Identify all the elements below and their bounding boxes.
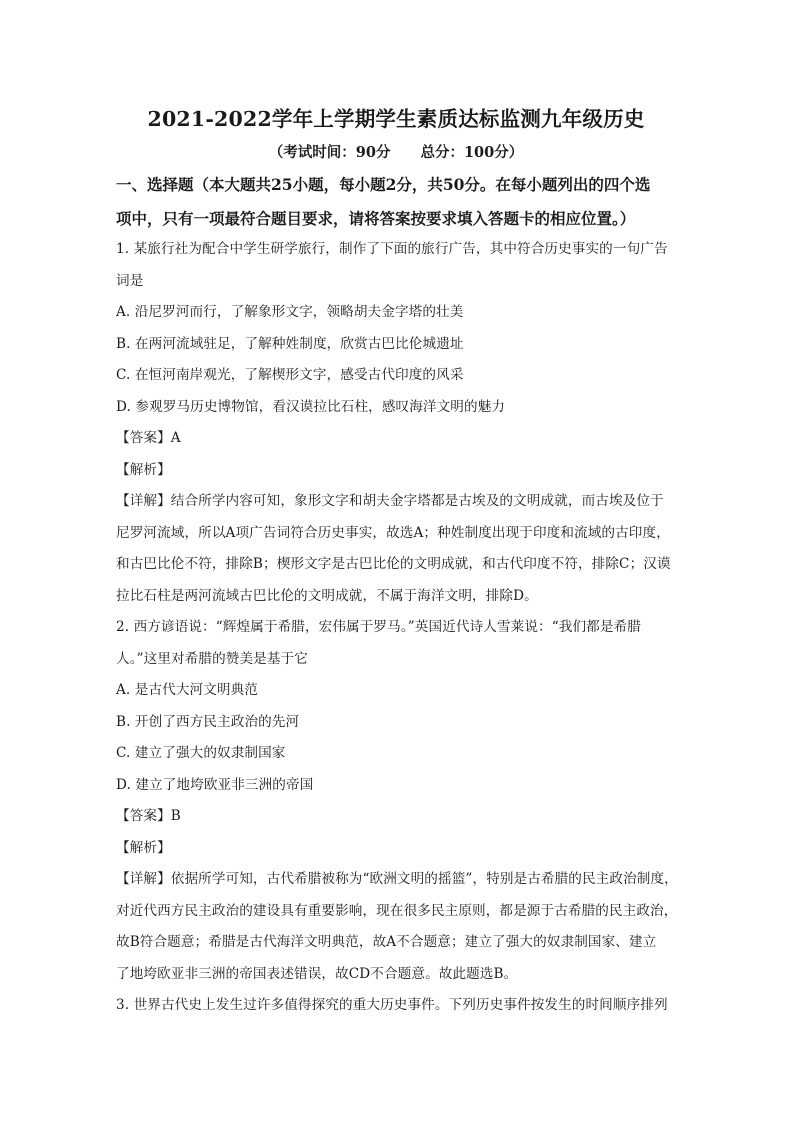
page-title: 2021-2022学年上学期学生素质达标监测九年级历史	[147, 107, 645, 131]
question-1-stem: 1. 某旅行社为配合中学生研学旅行，制作了下面的旅行广告，其中符合历史事实的一句广告	[116, 241, 668, 257]
exam-time: （考试时间：90分	[268, 144, 391, 161]
question-2-option-d: D. 建立了地垮欧亚非三洲的帝国	[116, 776, 314, 793]
question-2-stem: 2. 西方谚语说：“辉煌属于希腊，宏伟属于罗马。”英国近代诗人雪莱说：“我们都是希腊	[116, 619, 641, 635]
page-content	[116, 104, 676, 1022]
question-2-stem-cont: 人。”这里对希腊的赞美是基于它	[116, 650, 308, 667]
question-1-option-a: A. 沿尼罗河而行，了解象形文字，领略胡夫金字塔的壮美	[116, 304, 464, 320]
question-2-option-a: A. 是古代大河文明典范	[116, 682, 259, 698]
question-1-detail-line: 和古巴比伦不符，排除B；楔形文字是古巴比伦的文明成就，和古代印度不符，排除C；汉谟	[116, 556, 671, 572]
exam-info	[116, 139, 676, 167]
question-1-option-c: C. 在恒河南岸观光，了解楔形文字，感受古代印度的风采	[116, 367, 464, 383]
question-1-detail-line: 【详解】结合所学内容可知，象形文字和胡夫金字塔都是古埃及的文明成就，而古埃及位于	[116, 493, 664, 509]
question-2-detail-line: 故B符合题意；希腊是古代海洋文明典范，故A不合题意；建立了强大的奴隶制国家、建立	[116, 934, 657, 950]
question-2-detail-line: 对近代西方民主政治的建设具有重要影响，现在很多民主原则，都是源于古希腊的民主政治，	[116, 902, 678, 919]
question-2-option-b: B. 开创了西方民主政治的先河	[116, 713, 300, 730]
question-1-detail-line: 拉比石柱是两河流域古巴比伦的文明成就，不属于海洋文明，排除D。	[116, 587, 538, 604]
question-1-answer: 【答案】A	[116, 430, 181, 446]
section-heading-line1: 一、选择题（本大题共25小题，每小题2分，共50分。在每小题列出的四个选	[116, 175, 651, 194]
question-2-analysis-label: 【解析】	[116, 839, 171, 856]
question-3-stem: 3. 世界古代史上发生过许多值得探究的重大历史事件。下列历史事件按发生的时间顺序排列	[116, 997, 668, 1013]
question-1-analysis-label: 【解析】	[116, 461, 171, 478]
total-score: 总分：100分）	[420, 144, 524, 161]
question-1-detail-line: 尼罗河流域，所以A项广告词符合历史事实，故选A；种姓制度出现于印度和流域的古印度，	[116, 524, 670, 541]
question-1-stem-cont: 词是	[116, 272, 144, 289]
question-2-detail-line: 【详解】依据所学可知，古代希腊被称为“欧洲文明的摇篮”，特别是古希腊的民主政治制度，	[116, 871, 678, 887]
question-2-answer: 【答案】B	[116, 808, 181, 824]
question-2-detail-line: 了地垮欧亚非三洲的帝国表述错误，故CD不合题意。故此题选B。	[116, 965, 518, 982]
question-1-option-d: D. 参观罗马历史博物馆，看汉谟拉比石柱，感叹海洋文明的魅力	[116, 398, 506, 415]
question-2-option-c: C. 建立了强大的奴隶制国家	[116, 745, 286, 761]
question-1-option-b: B. 在两河流域驻足，了解种姓制度，欣赏古巴比伦城遗址	[116, 335, 464, 352]
section-heading-line2: 项中，只有一项最符合题目要求，请将答案按要求填入答题卡的相应位置。）	[116, 208, 636, 228]
